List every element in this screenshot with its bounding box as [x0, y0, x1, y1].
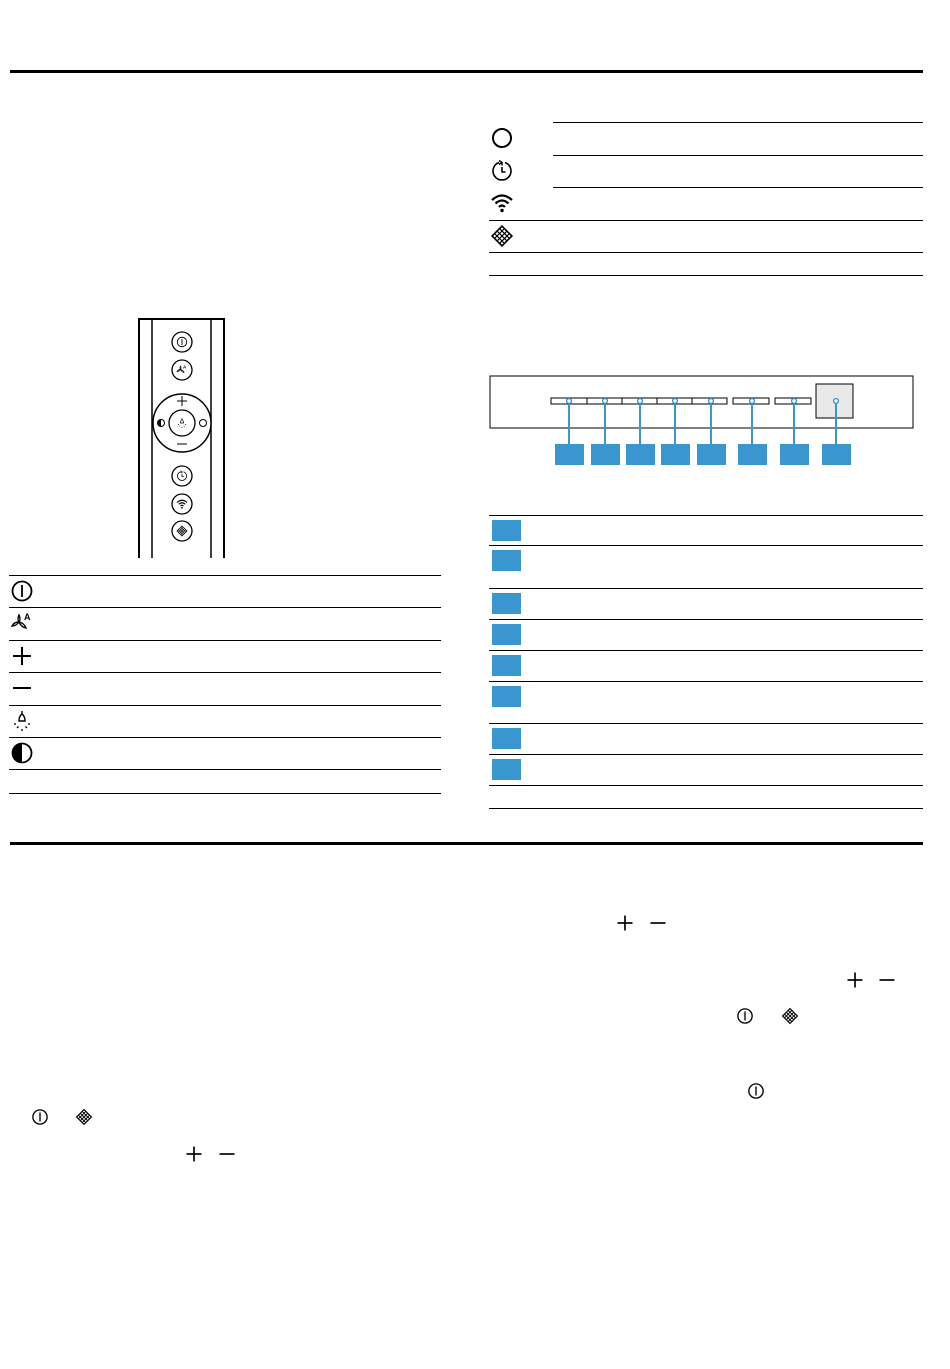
legend-row	[489, 187, 923, 219]
callout-marker	[492, 759, 521, 780]
table-rule	[489, 681, 923, 682]
callout-marker	[492, 686, 521, 707]
table-rule	[489, 754, 923, 755]
power-icon	[736, 1007, 754, 1025]
power-icon	[747, 1082, 765, 1100]
filter-icon	[489, 224, 515, 248]
table-rule	[489, 808, 923, 809]
filter-icon	[75, 1108, 93, 1126]
legend-row	[9, 640, 441, 672]
table-rule	[9, 793, 441, 794]
minus-icon	[648, 913, 668, 933]
table-rule	[489, 252, 923, 253]
wifi-icon	[489, 191, 515, 215]
callout-dot	[709, 399, 714, 404]
callout-dot	[567, 399, 572, 404]
filter-icon	[781, 1007, 799, 1025]
callout-marker	[492, 728, 521, 749]
legend-row	[9, 575, 441, 607]
callout-dot	[834, 399, 839, 404]
table-rule	[489, 275, 923, 276]
callout-marker	[591, 444, 620, 465]
circle-icon	[489, 126, 515, 150]
light-icon	[9, 709, 35, 733]
minus-icon	[217, 1144, 237, 1164]
callout-marker	[661, 444, 690, 465]
minus-icon	[9, 676, 35, 700]
table-rule	[489, 515, 923, 516]
remote-control-illustration	[130, 316, 234, 558]
legend-row	[9, 705, 441, 737]
callout-marker	[492, 550, 521, 571]
table-rule	[489, 650, 923, 651]
callout-dot	[792, 399, 797, 404]
table-rule	[489, 723, 923, 724]
callout-marker	[780, 444, 809, 465]
section-rule	[10, 842, 923, 845]
table-rule	[9, 769, 441, 770]
callout-dot	[673, 399, 678, 404]
legend-row	[9, 672, 441, 704]
table-rule	[489, 785, 923, 786]
plus-icon	[184, 1144, 204, 1164]
table-rule	[489, 619, 923, 620]
legend-row	[9, 607, 441, 639]
top-rule	[10, 70, 923, 73]
callout-marker	[738, 444, 767, 465]
callout-marker	[492, 624, 521, 645]
plus-icon	[845, 970, 865, 990]
power-icon	[9, 579, 35, 603]
callout-marker	[492, 655, 521, 676]
table-rule	[489, 588, 923, 589]
legend-row	[9, 737, 441, 769]
minus-icon	[877, 970, 897, 990]
power-icon	[31, 1108, 49, 1126]
legend-row	[489, 155, 923, 187]
callout-marker	[555, 444, 584, 465]
callout-dot	[603, 399, 608, 404]
legend-row	[489, 220, 923, 252]
plus-icon	[9, 644, 35, 668]
control-panel-diagram	[489, 374, 915, 466]
legend-row	[489, 122, 923, 154]
fan-auto-icon	[9, 611, 35, 635]
callout-marker	[492, 520, 521, 541]
table-rule	[489, 545, 923, 546]
plus-icon	[615, 913, 635, 933]
half-circle-icon	[9, 741, 35, 765]
callout-marker	[626, 444, 655, 465]
timer-icon	[489, 159, 515, 183]
callout-dot	[750, 399, 755, 404]
callout-marker	[492, 593, 521, 614]
callout-marker	[697, 444, 726, 465]
callout-dot	[638, 399, 643, 404]
callout-marker	[822, 444, 851, 465]
